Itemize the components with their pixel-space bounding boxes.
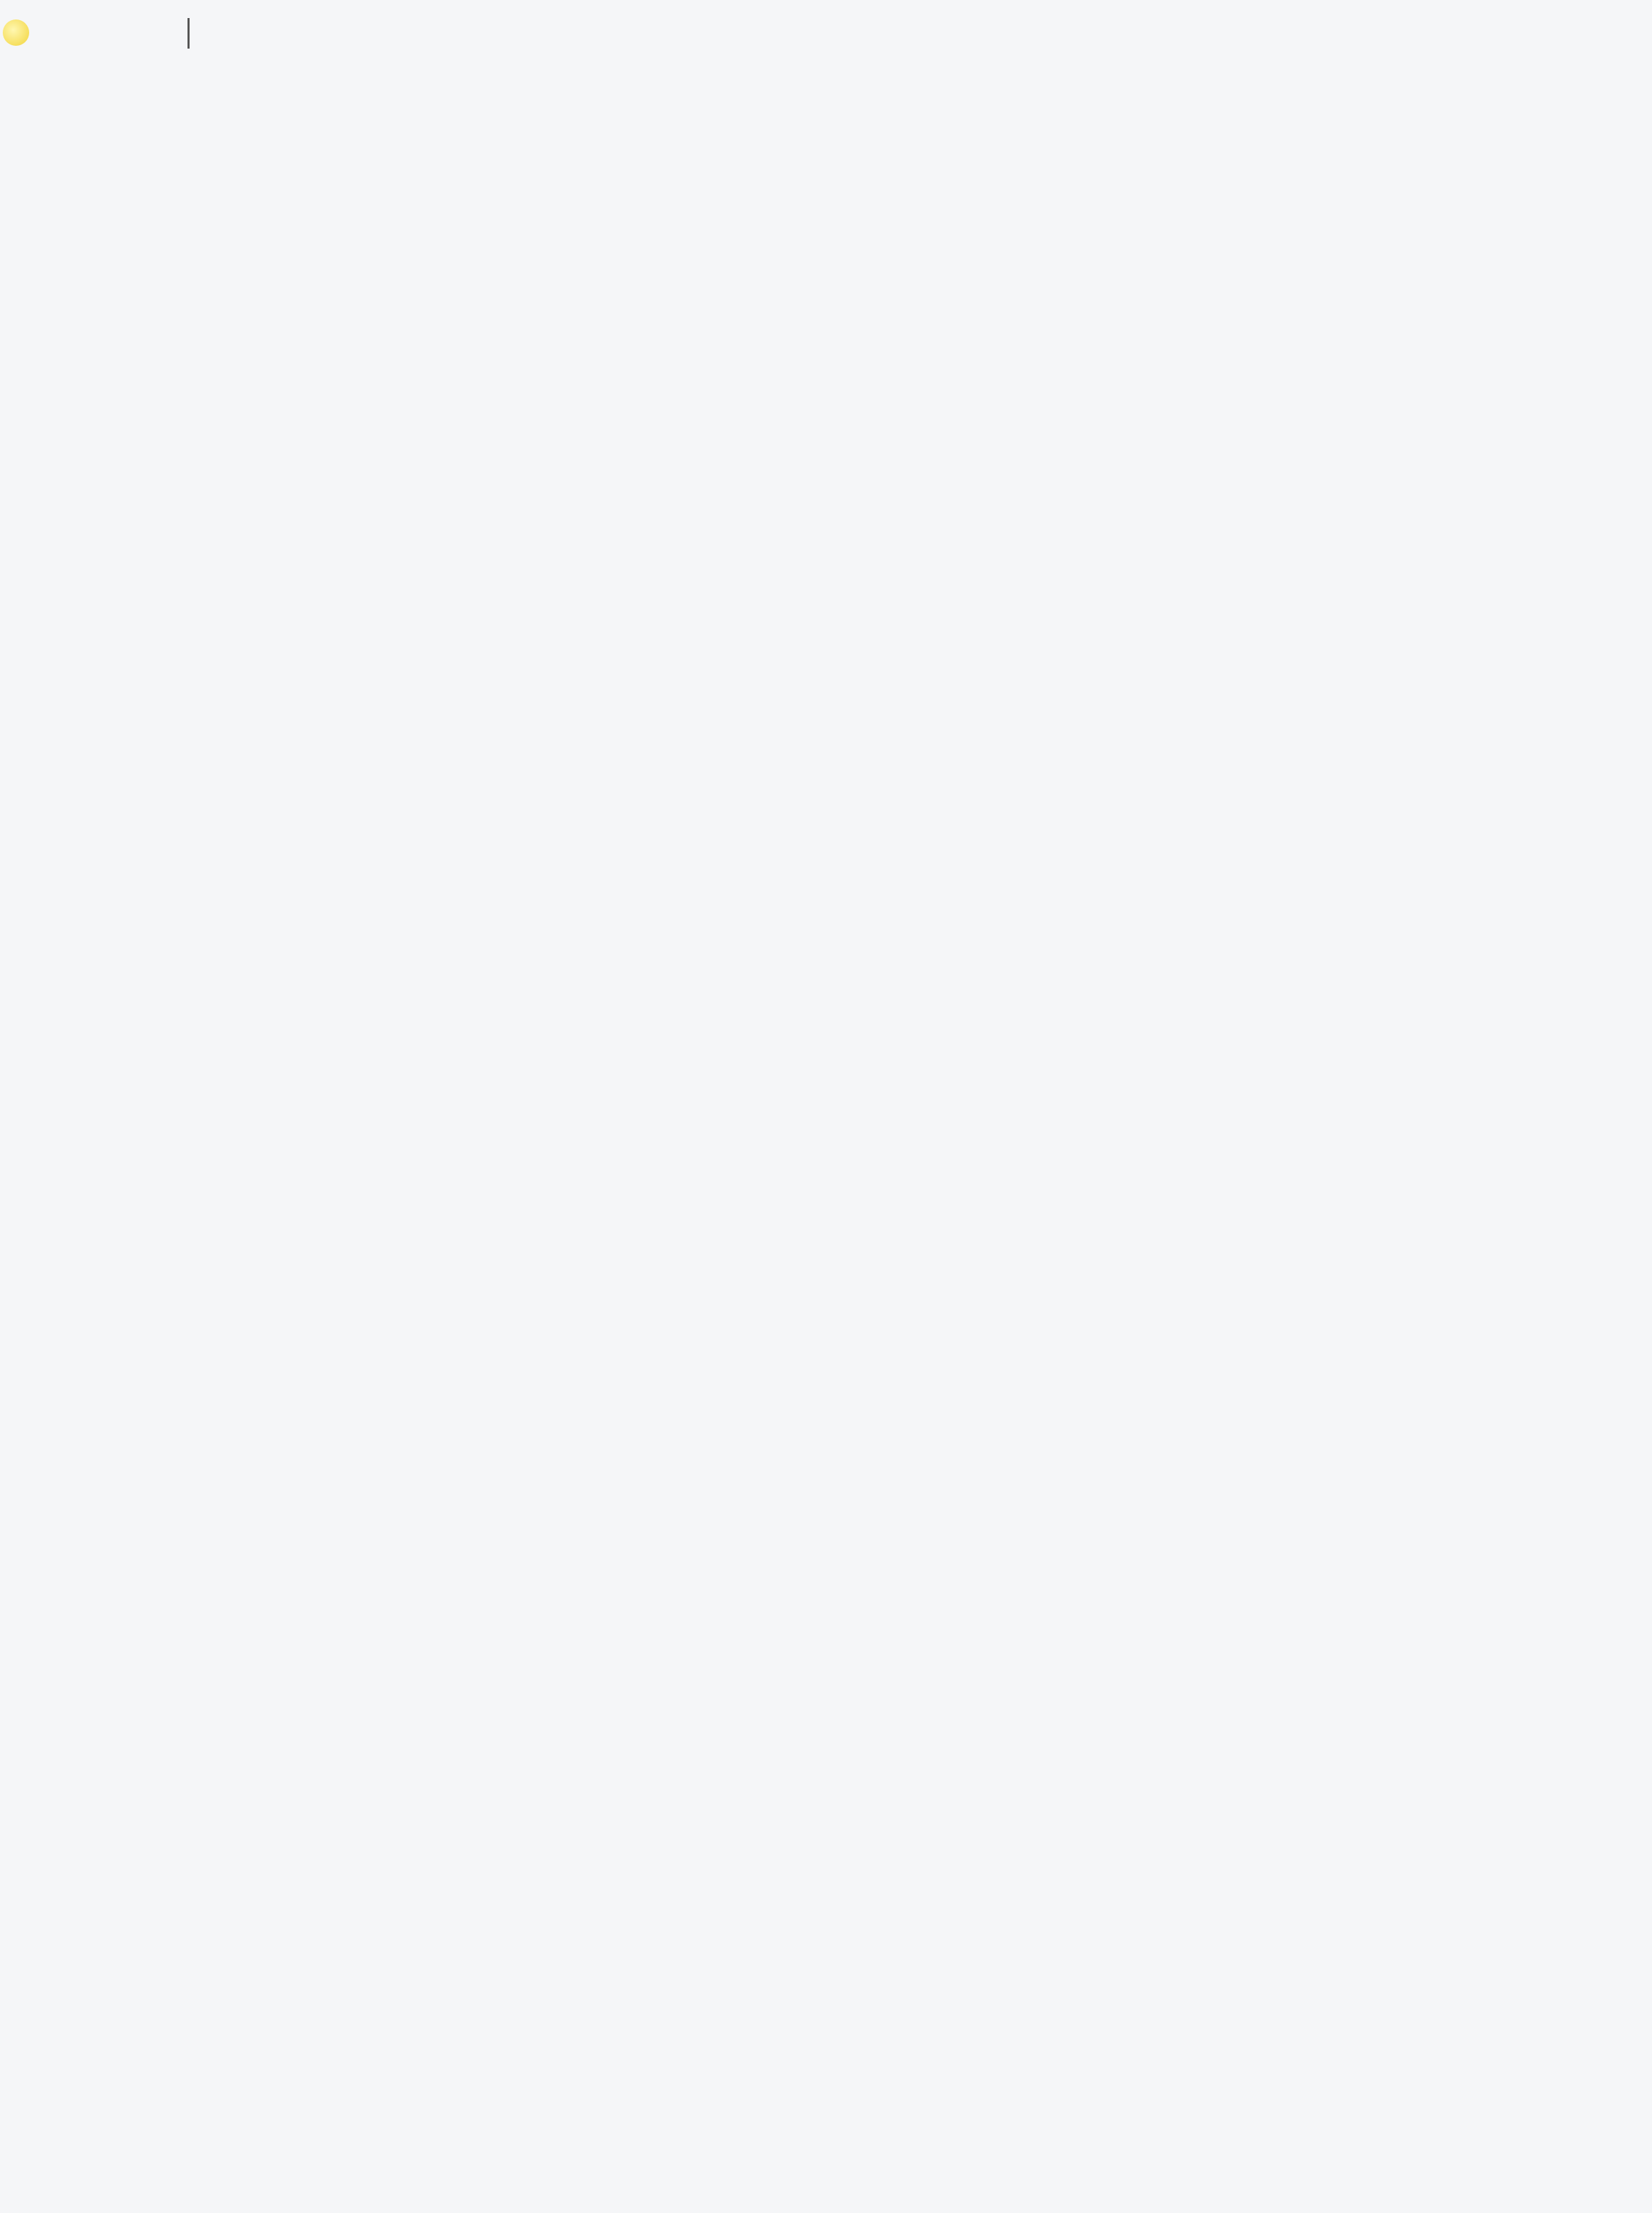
header-bullet-icon — [3, 19, 29, 46]
title-divider — [187, 18, 190, 49]
page-header — [0, 0, 1652, 76]
